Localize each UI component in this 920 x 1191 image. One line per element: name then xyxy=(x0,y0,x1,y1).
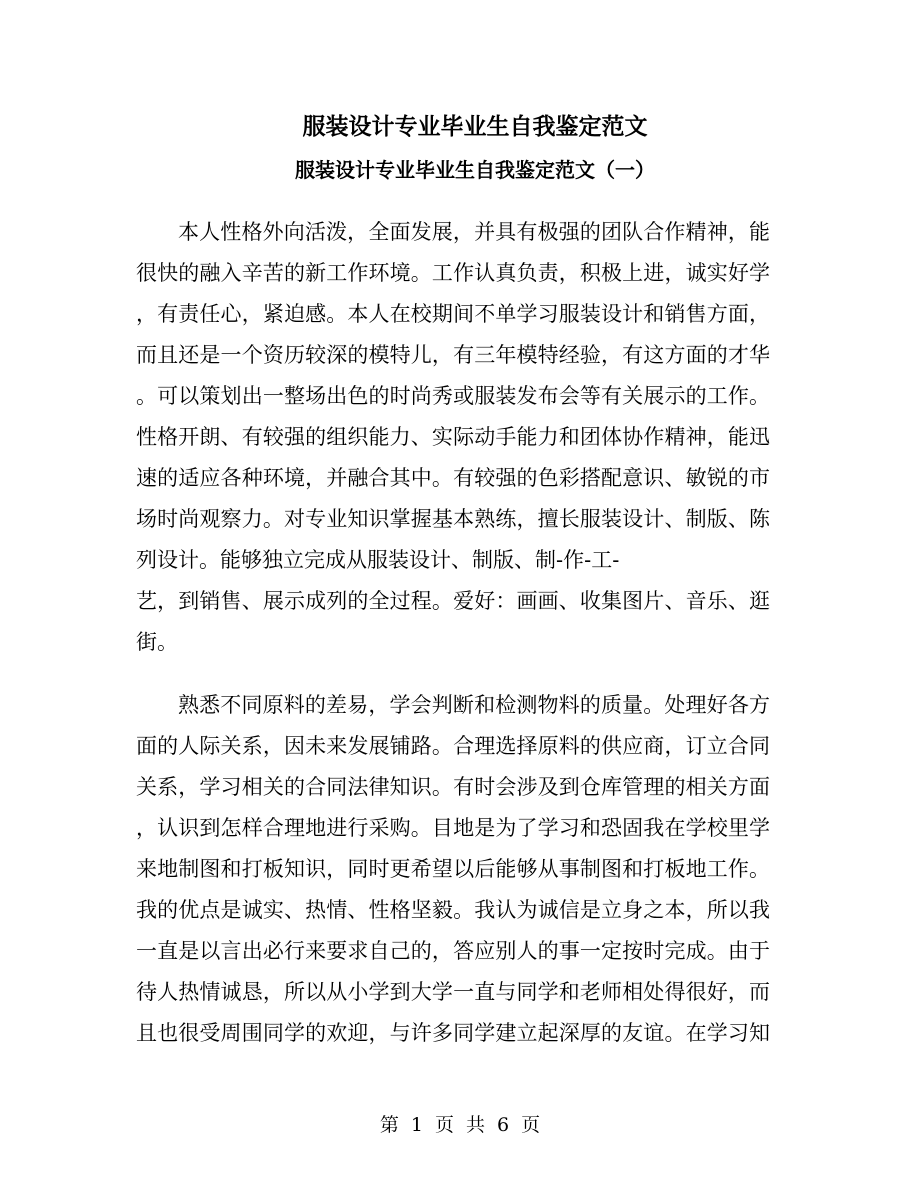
document-title: 服装设计专业毕业生自我鉴定范文 xyxy=(302,113,648,140)
page-number: 第 1 页 共 6 页 xyxy=(379,1114,541,1136)
paragraph-line: 我的优点是诚实、热情、性格坚毅。我认为诚信是立身之本，所以我 xyxy=(136,898,770,922)
paragraph-line: ，认识到怎样合理地进行采购。目地是为了学习和恐固我在学校里学 xyxy=(136,816,770,840)
paragraph-line: 列设计。能够独立完成从服装设计、制版、制-作-工- xyxy=(136,548,620,572)
paragraph-line: 且也很受周围同学的欢迎，与许多同学建立起深厚的友谊。在学习知 xyxy=(136,1021,770,1045)
paragraph-line: 待人热情诚恳，所以从小学到大学一直与同学和老师相处得很好，而 xyxy=(136,980,770,1004)
paragraph-line: 一直是以言出必行来要求自己的，答应别人的事一定按时完成。由于 xyxy=(136,939,770,963)
paragraph-line: 速的适应各种环境，并融合其中。有较强的色彩搭配意识、敏锐的市 xyxy=(136,466,770,490)
paragraph-line: 街。 xyxy=(136,630,178,654)
document-subtitle: 服装设计专业毕业生自我鉴定范文（一） xyxy=(295,158,655,182)
paragraph-line: 。可以策划出一整场出色的时尚秀或服装发布会等有关展示的工作。 xyxy=(136,384,770,408)
paragraph-line: 而且还是一个资历较深的模特儿，有三年模特经验，有这方面的才华 xyxy=(136,343,770,367)
paragraph-line: 场时尚观察力。对专业知识掌握基本熟练，擅长服装设计、制版、陈 xyxy=(136,507,770,531)
paragraph-line: 熟悉不同原料的差易，学会判断和检测物料的质量。处理好各方 xyxy=(178,693,770,717)
paragraph-line: 艺，到销售、展示成列的全过程。爱好：画画、收集图片、音乐、逛 xyxy=(136,589,770,613)
paragraph-line: 关系，学习相关的合同法律知识。有时会涉及到仓库管理的相关方面 xyxy=(136,775,770,799)
paragraph-line: 面的人际关系，因未来发展铺路。合理选择原料的供应商，订立合同 xyxy=(136,734,770,758)
paragraph-line: 来地制图和打板知识，同时更希望以后能够从事制图和打板地工作。 xyxy=(136,857,770,881)
paragraph-line: ，有责任心，紧迫感。本人在校期间不单学习服装设计和销售方面， xyxy=(136,302,770,326)
paragraph-line: 很快的融入辛苦的新工作环境。工作认真负责，积极上进，诚实好学 xyxy=(136,261,770,285)
paragraph-line: 本人性格外向活泼，全面发展，并具有极强的团队合作精神，能 xyxy=(178,220,770,244)
paragraph-line: 性格开朗、有较强的组织能力、实际动手能力和团体协作精神，能迅 xyxy=(136,425,770,449)
